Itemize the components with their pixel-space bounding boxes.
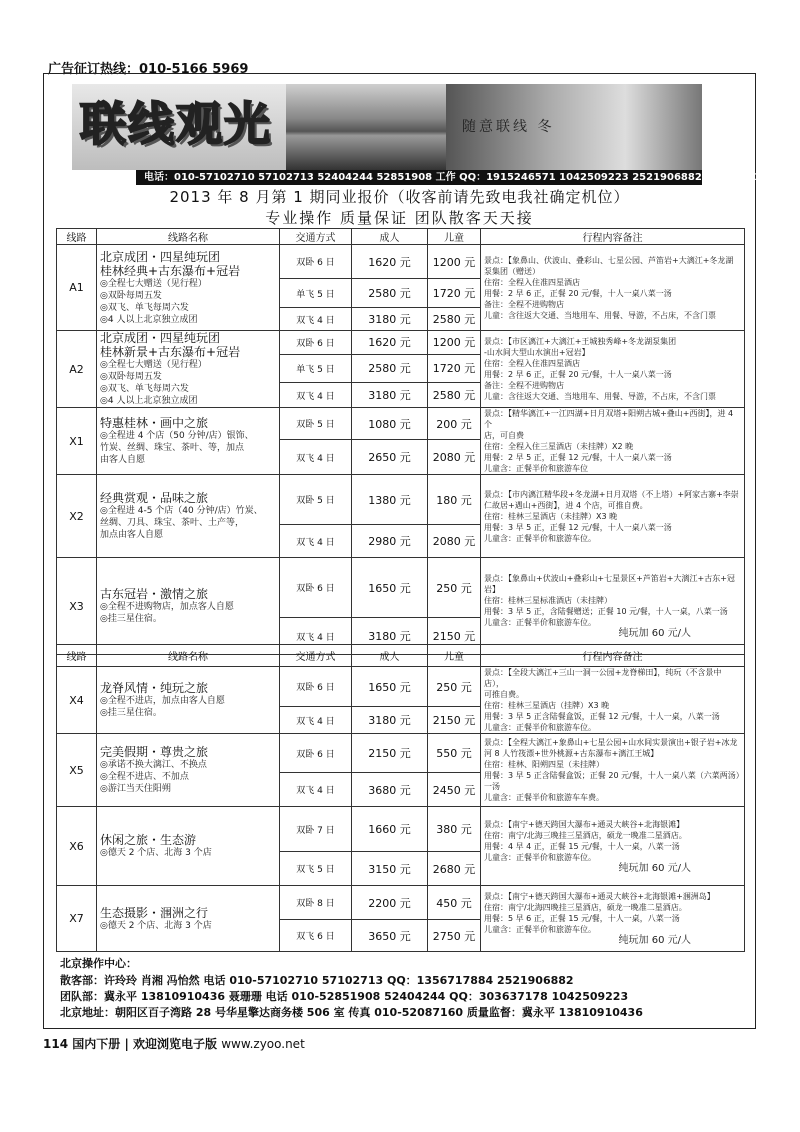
child-price: 2580 元	[428, 308, 481, 331]
route-name: 桂林经典+古东瀑布+冠岩	[100, 263, 241, 278]
transport: 双卧 5 日	[280, 408, 352, 440]
route-name: 休闲之旅・生态游	[100, 833, 197, 847]
table-row	[57, 886, 745, 920]
route-name: 龙脊风情・纯玩之旅	[100, 681, 209, 695]
detail-line: 仁故居+遇山+西街】，进 4 个店，可推自费。	[484, 500, 648, 510]
transport: 双飞 5 日	[280, 852, 352, 886]
child-price: 2450 元	[428, 773, 481, 807]
table-row	[57, 408, 745, 440]
route-code: X3	[57, 558, 97, 655]
route-code: X7	[57, 886, 97, 952]
adult-price: 3180 元	[352, 707, 428, 734]
route-note: ◎全程不进店，加点由客人自愿	[100, 696, 225, 706]
header-transport: 交通方式	[280, 229, 352, 245]
detail-line: 一汤	[484, 782, 500, 791]
transport: 双飞 4 日	[280, 618, 352, 655]
detail-line: 儿童含：正餐半价和旅游车位。	[484, 723, 596, 732]
adult-price: 3150 元	[352, 852, 428, 886]
route-note: 竹炭、丝绸、珠宝、茶叶、等，加点	[100, 443, 245, 453]
adult-price: 1620 元	[352, 245, 428, 279]
adult-price: 1620 元	[352, 331, 428, 355]
adult-price: 2200 元	[352, 886, 428, 920]
child-price: 250 元	[428, 667, 481, 707]
transport: 双飞 4 日	[280, 773, 352, 807]
page-url: www.zyoo.net	[221, 1037, 305, 1051]
child-price: 180 元	[428, 475, 481, 525]
table-row	[57, 475, 745, 525]
route-note: ◎挂三星住宿。	[100, 708, 162, 718]
adult-price: 2150 元	[352, 734, 428, 773]
detail-line: 用餐：2 早 5 正，正餐 12 元/餐，十人一桌八菜一汤	[484, 453, 672, 462]
route-code: X5	[57, 734, 97, 807]
header-detail: 行程内容备注	[481, 229, 745, 245]
extra-note: 纯玩加 60 元/人	[618, 935, 691, 946]
child-price: 2680 元	[428, 852, 481, 886]
detail-line: 景点：【市内漓江精华段+冬龙湖+日月双塔（不上塔）+阿家古寨+李崇	[484, 489, 739, 499]
transport: 双飞 4 日	[280, 308, 352, 331]
transport: 双飞 4 日	[280, 707, 352, 734]
route-name: 北京成团・四星纯玩团	[100, 249, 221, 264]
detail-line: 可推自费。	[484, 690, 524, 699]
table-row	[57, 331, 745, 355]
detail-line: 住宿：南宁/北海四晚挂三星酒店，硕龙一晚准二星酒店。	[484, 903, 687, 912]
route-name: 生态摄影・涠洲之行	[100, 905, 209, 920]
transport: 双卧 5 日	[280, 475, 352, 525]
footer-center: 北京操作中心：	[60, 957, 137, 970]
footer-retail: 散客部：许玲玲 肖湘 冯怡然 电话 010-57102710 57102713 QQ：1356717884 2521906882	[60, 974, 574, 987]
child-price: 250 元	[428, 558, 481, 618]
page-text: 欢迎浏览电子版	[133, 1037, 218, 1051]
detail-line: 儿童含：正餐半价和旅游车位。	[484, 618, 596, 627]
adult-price: 2580 元	[352, 279, 428, 308]
logo-text: 联线观光	[80, 97, 272, 151]
route-table-2	[56, 644, 745, 952]
detail-line: 景点：【全程大漓江+象鼻山+七星公园+山水间实景演出+银子岩+冰龙	[484, 738, 738, 747]
child-price: 1200 元	[428, 331, 481, 355]
route-note: 由客人自愿	[100, 455, 146, 465]
child-price: 2150 元	[428, 618, 481, 655]
table-header	[57, 229, 745, 245]
route-note: ◎全程七大赠送（见行程）	[100, 278, 207, 289]
child-price: 550 元	[428, 734, 481, 773]
route-note: ◎德天 2 个店、北海 3 个店	[100, 848, 212, 858]
adult-price: 2650 元	[352, 440, 428, 475]
adult-price: 3180 元	[352, 618, 428, 655]
detail-line: 用餐：3 早 5 正，含陆餐赠送；正餐 10 元/餐，十人一桌，八菜一汤	[484, 607, 728, 616]
route-note: ◎双卧每周五发	[100, 372, 162, 382]
table-header	[57, 645, 745, 667]
footer-address: 北京地址：朝阳区百子湾路 28 号华星擎达商务楼 506 室 传真 010-52087160 质量监督：冀永平 13810910436	[60, 1006, 643, 1019]
page-title: 2013 年 8 月第 1 期同业报价（收客前请先致电我社确定机位）	[169, 188, 630, 206]
route-name: 完美假期・尊贵之旅	[100, 745, 209, 759]
child-price: 2750 元	[428, 920, 481, 952]
detail-line: 住宿：桂林三星标准酒店（未挂牌）	[484, 596, 612, 605]
route-name-cell	[97, 331, 280, 408]
adult-price: 3180 元	[352, 383, 428, 408]
route-note: ◎双卧每周五发	[100, 290, 162, 301]
route-name-cell	[97, 734, 280, 807]
detail-line: 住宿：桂林三星酒店（未挂牌）X3 晚	[484, 511, 618, 521]
detail-line: 用餐：2 早 6 正，正餐 20 元/餐，十人一桌八菜一汤	[484, 370, 672, 379]
route-detail	[481, 245, 745, 331]
route-code: A2	[57, 331, 97, 408]
route-detail	[481, 408, 745, 475]
detail-line: 住宿：桂林、阳朔四星（未挂牌）	[484, 760, 604, 769]
route-detail	[481, 475, 745, 558]
route-detail	[481, 558, 745, 655]
adult-price: 2980 元	[352, 525, 428, 558]
transport: 双飞 4 日	[280, 383, 352, 408]
table-row	[57, 245, 745, 279]
transport: 双飞 4 日	[280, 440, 352, 475]
contact-bar: 电话：010-57102710 57102713 52404244 52851908 工作 QQ：1915246571 1042509223 2521906882 2221220152	[136, 170, 702, 185]
adult-price: 3180 元	[352, 308, 428, 331]
detail-line: 儿童：含往返大交通、当地用车、用餐、导游，不占床，不含门票	[484, 310, 716, 320]
table-row	[57, 667, 745, 707]
detail-line: 备注：全程不进购物店	[484, 299, 564, 309]
route-note: ◎4 人以上北京独立成团	[100, 314, 198, 325]
header-child: 儿童	[428, 645, 481, 667]
table-row	[57, 734, 745, 773]
header-child: 儿童	[428, 229, 481, 245]
detail-line: 住宿：全程入住准四星酒店	[484, 277, 580, 287]
header-transport: 交通方式	[280, 645, 352, 667]
route-note: ◎全程不进店、不加点	[100, 772, 189, 782]
route-note: ◎挂三星住宿。	[100, 614, 162, 624]
transport: 双卧 6 日	[280, 734, 352, 773]
detail-line: 备注：全程不进购物店	[484, 381, 564, 390]
detail-line: -山水间大型山水演出+冠岩】	[484, 348, 590, 357]
banner-photo-karst	[286, 84, 446, 170]
transport: 双飞 6 日	[280, 920, 352, 952]
transport: 双卧 6 日	[280, 331, 352, 355]
page-number: 114	[43, 1037, 69, 1051]
adult-price: 1650 元	[352, 558, 428, 618]
transport: 双卧 7 日	[280, 807, 352, 852]
route-note: 加点由客人自愿	[100, 530, 164, 540]
header-code: 线路	[57, 229, 97, 245]
detail-line: 用餐：5 早 6 正，正餐 15 元/餐，十人一桌，八菜一汤	[484, 914, 680, 923]
banner	[72, 84, 702, 170]
detail-line: 店，可自费	[484, 431, 524, 440]
route-note: ◎双飞、单飞每周六发	[100, 384, 189, 394]
child-price: 200 元	[428, 408, 481, 440]
adult-price: 3650 元	[352, 920, 428, 952]
table-row	[57, 558, 745, 618]
child-price: 1720 元	[428, 279, 481, 308]
route-name: 北京成团・四星纯玩团	[100, 331, 221, 345]
route-name-cell	[97, 667, 280, 734]
transport: 单飞 5 日	[280, 279, 352, 308]
route-detail	[481, 886, 745, 952]
route-name: 古东冠岩・激情之旅	[100, 587, 209, 601]
detail-line: 景点：【象鼻山、伏波山、叠彩山、七星公园、芦笛岩+大漓江+冬龙湖泵集团（赠送）	[484, 255, 734, 276]
route-note: ◎游江当天住阳朔	[100, 784, 171, 794]
extra-note: 纯玩加 60 元/人	[618, 628, 691, 639]
route-table-1	[56, 228, 745, 655]
transport: 双卧 6 日	[280, 667, 352, 707]
detail-line: 用餐：4 早 4 正，正餐 15 元/餐，十人一桌，八菜一汤	[484, 841, 680, 851]
child-price: 450 元	[428, 886, 481, 920]
transport: 双卧 6 日	[280, 245, 352, 279]
route-note: ◎德天 2 个店、北海 3 个店	[100, 920, 212, 931]
header-name: 线路名称	[97, 229, 280, 245]
ad-hotline: 广告征订热线：010-5166 5969	[48, 62, 249, 77]
detail-line: 住宿：全程入住准四星酒店	[484, 359, 580, 368]
detail-line: 景点：【市区漓江+大漓江+王城独秀峰+冬龙湖泵集团	[484, 337, 677, 346]
transport: 单飞 5 日	[280, 354, 352, 383]
banner-slogan: 随意联线 冬	[462, 119, 555, 135]
transport: 双飞 4 日	[280, 525, 352, 558]
route-name: 特惠桂林・画中之旅	[100, 416, 209, 430]
route-code: X1	[57, 408, 97, 475]
child-price: 380 元	[428, 807, 481, 852]
detail-line: 儿童含：正餐半价和旅游车位	[484, 464, 588, 473]
adult-price: 1650 元	[352, 667, 428, 707]
page-subtitle: 专业操作 质量保证 团队散客天天接	[265, 209, 534, 227]
banner-logo	[72, 84, 286, 170]
detail-line: 景点：【全段大漓江+三山一洞一公园+龙脊梯田】，纯玩（不含景中店），	[484, 668, 722, 688]
detail-line: 儿童含：正餐半价和旅游车位。	[484, 533, 596, 543]
route-note: ◎全程进 4 个店（50 分钟/店）银饰、	[100, 431, 254, 441]
route-code: X2	[57, 475, 97, 558]
route-note: ◎全程七大赠送（见行程）	[100, 360, 207, 370]
detail-line: 儿童：含往返大交通、当地用车、用餐、导游，不占床，不含门票	[484, 392, 716, 401]
route-note: ◎承诺不换大漓江、不换点	[100, 760, 207, 770]
route-note: 丝绸、刀具、珠宝、茶叶、土产等，	[100, 518, 245, 528]
table-row	[57, 807, 745, 852]
child-price: 1720 元	[428, 354, 481, 383]
route-name-cell	[97, 245, 280, 331]
extra-note: 纯玩加 60 元/人	[618, 862, 691, 874]
footer-group: 团队部：冀永平 13810910436 聂珊珊 电话 010-52851908 52404244 QQ：303637178 1042509223	[60, 990, 629, 1003]
route-name: 桂林新景+古东瀑布+冠岩	[100, 345, 241, 359]
page-section: 国内下册	[72, 1037, 121, 1051]
detail-line: 住宿：桂林三星酒店（挂牌）X3 晚	[484, 701, 610, 710]
detail-line: 用餐：3 早 5 正含陆餐盒饭；正餐 20 元/餐，十人一桌八菜（六菜两汤）	[484, 771, 744, 780]
detail-line: 住宿：全程入住三星酒店（未挂牌）X2 晚	[484, 442, 634, 451]
route-name: 经典赏观・品味之旅	[100, 491, 209, 505]
route-code: X6	[57, 807, 97, 886]
route-code: X4	[57, 667, 97, 734]
detail-line: 景点：【象鼻山+伏波山+叠彩山+七星景区+芦笛岩+大漓江+古东+冠岩】	[484, 574, 735, 594]
adult-price: 1080 元	[352, 408, 428, 440]
detail-line: 景点：【南宁+德天跨国大瀑布+通灵大峡谷+北海银滩+涠洲岛】	[484, 892, 715, 901]
route-note: ◎全程不进购物店，加点客人自愿	[100, 602, 234, 612]
detail-line: 用餐：3 早 5 正含陆餐盒饭，正餐 12 元/餐，十人一桌，八菜一汤	[484, 712, 720, 721]
detail-line: 儿童含：正餐半价和旅游车车费。	[484, 793, 604, 802]
adult-price: 1380 元	[352, 475, 428, 525]
route-detail	[481, 807, 745, 886]
detail-line: 住宿：南宁/北海三晚挂三星酒店，硕龙一晚准二星酒店。	[484, 830, 687, 840]
route-name-cell	[97, 886, 280, 952]
detail-line: 儿童含：正餐半价和旅游车位。	[484, 852, 596, 862]
route-detail	[481, 667, 745, 734]
page-sep: |	[124, 1037, 129, 1051]
route-name-cell	[97, 475, 280, 558]
child-price: 2080 元	[428, 525, 481, 558]
detail-line: 儿童含：正餐半价和旅游车位。	[484, 925, 596, 934]
header-detail: 行程内容备注	[481, 645, 745, 667]
route-note: ◎双飞、单飞每周六发	[100, 302, 189, 313]
child-price: 2580 元	[428, 383, 481, 408]
adult-price: 3680 元	[352, 773, 428, 807]
detail-line: 景点：【精华漓江+一江四湖+日月双塔+阳朔古城+叠山+西街】，进 4 个	[484, 409, 734, 429]
adult-price: 1660 元	[352, 807, 428, 852]
adult-price: 2580 元	[352, 354, 428, 383]
route-note: ◎4 人以上北京独立成团	[100, 396, 198, 406]
route-detail	[481, 734, 745, 807]
page-footer	[43, 1035, 305, 1052]
header-adult: 成人	[352, 229, 428, 245]
route-note: ◎全程进 4-5 个店（40 分钟/店）竹炭、	[100, 506, 263, 516]
header-adult: 成人	[352, 645, 428, 667]
detail-line: 用餐：3 早 5 正，正餐 12 元/餐，十人一桌八菜一汤	[484, 522, 672, 532]
detail-line: 河 8 人竹筏漂+世外桃源+古东瀑布+漓江王城】	[484, 749, 659, 758]
transport: 双卧 8 日	[280, 886, 352, 920]
transport: 双卧 6 日	[280, 558, 352, 618]
detail-line: 景点：【南宁+德天跨国大瀑布+通灵大峡谷+北海银滩】	[484, 819, 685, 829]
route-detail	[481, 331, 745, 408]
child-price: 1200 元	[428, 245, 481, 279]
route-name-cell	[97, 558, 280, 655]
child-price: 2080 元	[428, 440, 481, 475]
route-name-cell	[97, 408, 280, 475]
route-name-cell	[97, 807, 280, 886]
header-name: 线路名称	[97, 645, 280, 667]
child-price: 2150 元	[428, 707, 481, 734]
header-code: 线路	[57, 645, 97, 667]
detail-line: 用餐：2 早 6 正，正餐 20 元/餐，十人一桌八菜一汤	[484, 288, 672, 298]
route-code: A1	[57, 245, 97, 331]
